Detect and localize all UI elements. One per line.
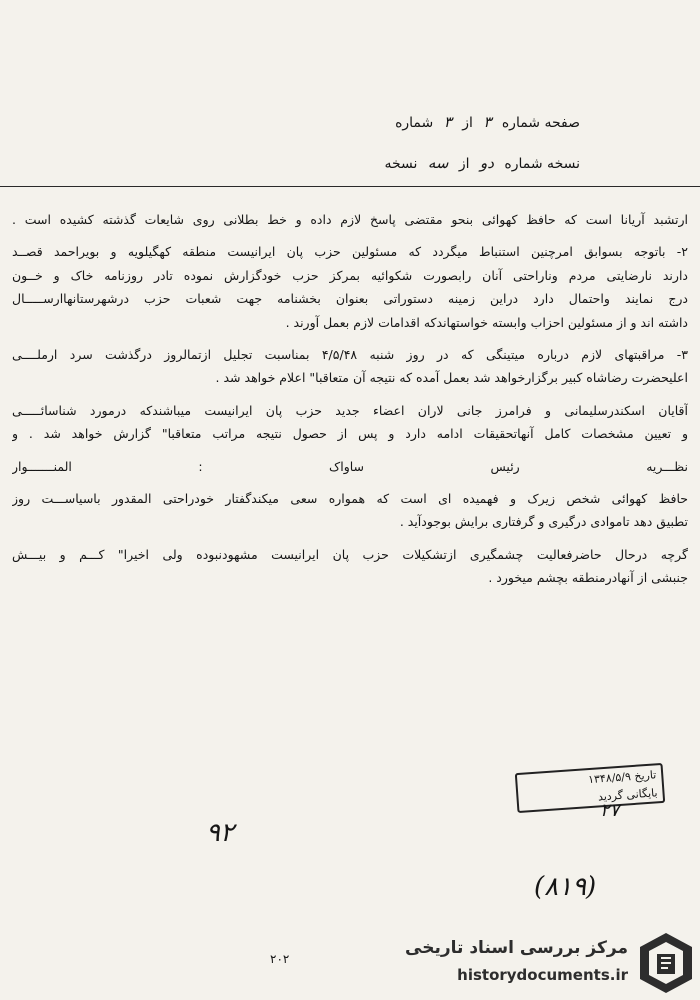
body-line: اعلیحضرت رضاشاه کبیر برگزارخواهد شد بعمل آمده که نتیجه آن متعاقبا" اعلام خواهد شد . xyxy=(215,370,688,386)
label-page-number: صفحه شماره xyxy=(501,115,580,131)
stamp-archived: بایگانی گردید xyxy=(597,786,658,804)
body-line: ۲- باتوجه بسوابق امرچنین استنباط میگردد که مسئولین حزب پان ایرانیست منطقه کهگیلویه و بویراحمد قصــد xyxy=(12,244,688,260)
archive-stamp xyxy=(515,763,665,813)
handwritten-reference-number: (۸۱۹) xyxy=(534,872,597,902)
body-line: جنبشی از آنهادرمنطقه بچشم میخورد . xyxy=(488,570,688,586)
document-header xyxy=(200,102,580,184)
body-line: گرچه درحال حاضرفعالیت چشمگیری ازتشکیلات حزب پان ایرانیست مشهودنبوده ولی اخیرا" کـــم و بیـــش xyxy=(12,546,688,562)
body-line: حافظ کهوائی شخص زیرک و فهمیده ای است که همواره سعی میکندگفتار خودراحتی المقدور باسیاســـت روز xyxy=(12,491,688,507)
label-number: شماره xyxy=(395,115,434,131)
body-line: آقایان اسکندرسلیمانی و فرامرز جانی لاران اعضاء جدید حزب پان ایرانیست میباشندکه درمورد شناسائـــــی xyxy=(12,402,688,418)
header-line-page xyxy=(200,102,580,143)
body-line: درج نمایند واحتمال دارد دراین زمینه دستوراتی بعنوان بخشنامه جهت شعبات حزب درشهرستانهاارســـــال xyxy=(12,291,688,307)
header-line-copy xyxy=(200,143,580,184)
label-copy-number: نسخه شماره xyxy=(504,156,580,172)
total-copies-value: سه xyxy=(427,154,449,172)
stamp-date: تاریخ ۱۳۴۸/۵/۹ xyxy=(587,768,657,787)
total-pages-value: ۳ xyxy=(443,113,452,131)
label-of: از xyxy=(462,115,473,131)
watermark xyxy=(400,930,700,1000)
watermark-title: مرکز بررسی اسناد تاریخی xyxy=(405,938,628,958)
body-line: تطبیق دهد تاموادی درگیری و گرفتاری برایش بوجودآید . xyxy=(399,514,688,530)
body-line: ۳- مراقبتهای لازم درباره میتینگی که در روز شنبه ۴/۵/۴۸ بمناسبت تجلیل ازتمالروز درگذشت سرد ارملــــی xyxy=(12,347,688,363)
body-line: داشته اند و از مسئولین احزاب وابسته خواستهاندکه اقدامات لازم بعمل آورند . xyxy=(285,314,688,330)
body-line: دارند نارضایتی مردم وناراحتی آنان رابصورت شکوائیه بمرکز حزب خودگزارش نموده تادر روزنامه خاک و خــون xyxy=(12,267,688,283)
body-line-opinion-heading: نظـــریه رئیس ساواک : المنـــــــوار xyxy=(12,458,688,474)
header-divider xyxy=(0,186,700,187)
label-copies: نسخه xyxy=(384,156,418,172)
body-line: ارتشبد آریانا است که حافظ کهوائی بنحو مقتضی پاسخ لازم داده و خط بطلانی روی شایعات گذشته کشیده است . xyxy=(12,212,688,227)
handwritten-number: ۹۲ xyxy=(206,818,234,848)
report-body xyxy=(12,208,688,590)
copy-number-value: دو xyxy=(480,154,494,172)
body-line: و تعیین مشخصات کامل آنهاتحقیقات ادامه دارد و پس از حصول نتیجه مراتب متعاقبا" گزارش خواهد شد . و xyxy=(12,426,688,442)
page-number-value: ۳ xyxy=(483,113,492,131)
label-of-copies: از xyxy=(458,156,470,172)
stamp-handwritten-mark: ۲۷ xyxy=(600,800,620,821)
watermark-url: historydocuments.ir xyxy=(457,966,628,984)
page-footer-number: ۲۰۲ xyxy=(270,952,290,966)
archive-logo-icon xyxy=(636,930,696,996)
